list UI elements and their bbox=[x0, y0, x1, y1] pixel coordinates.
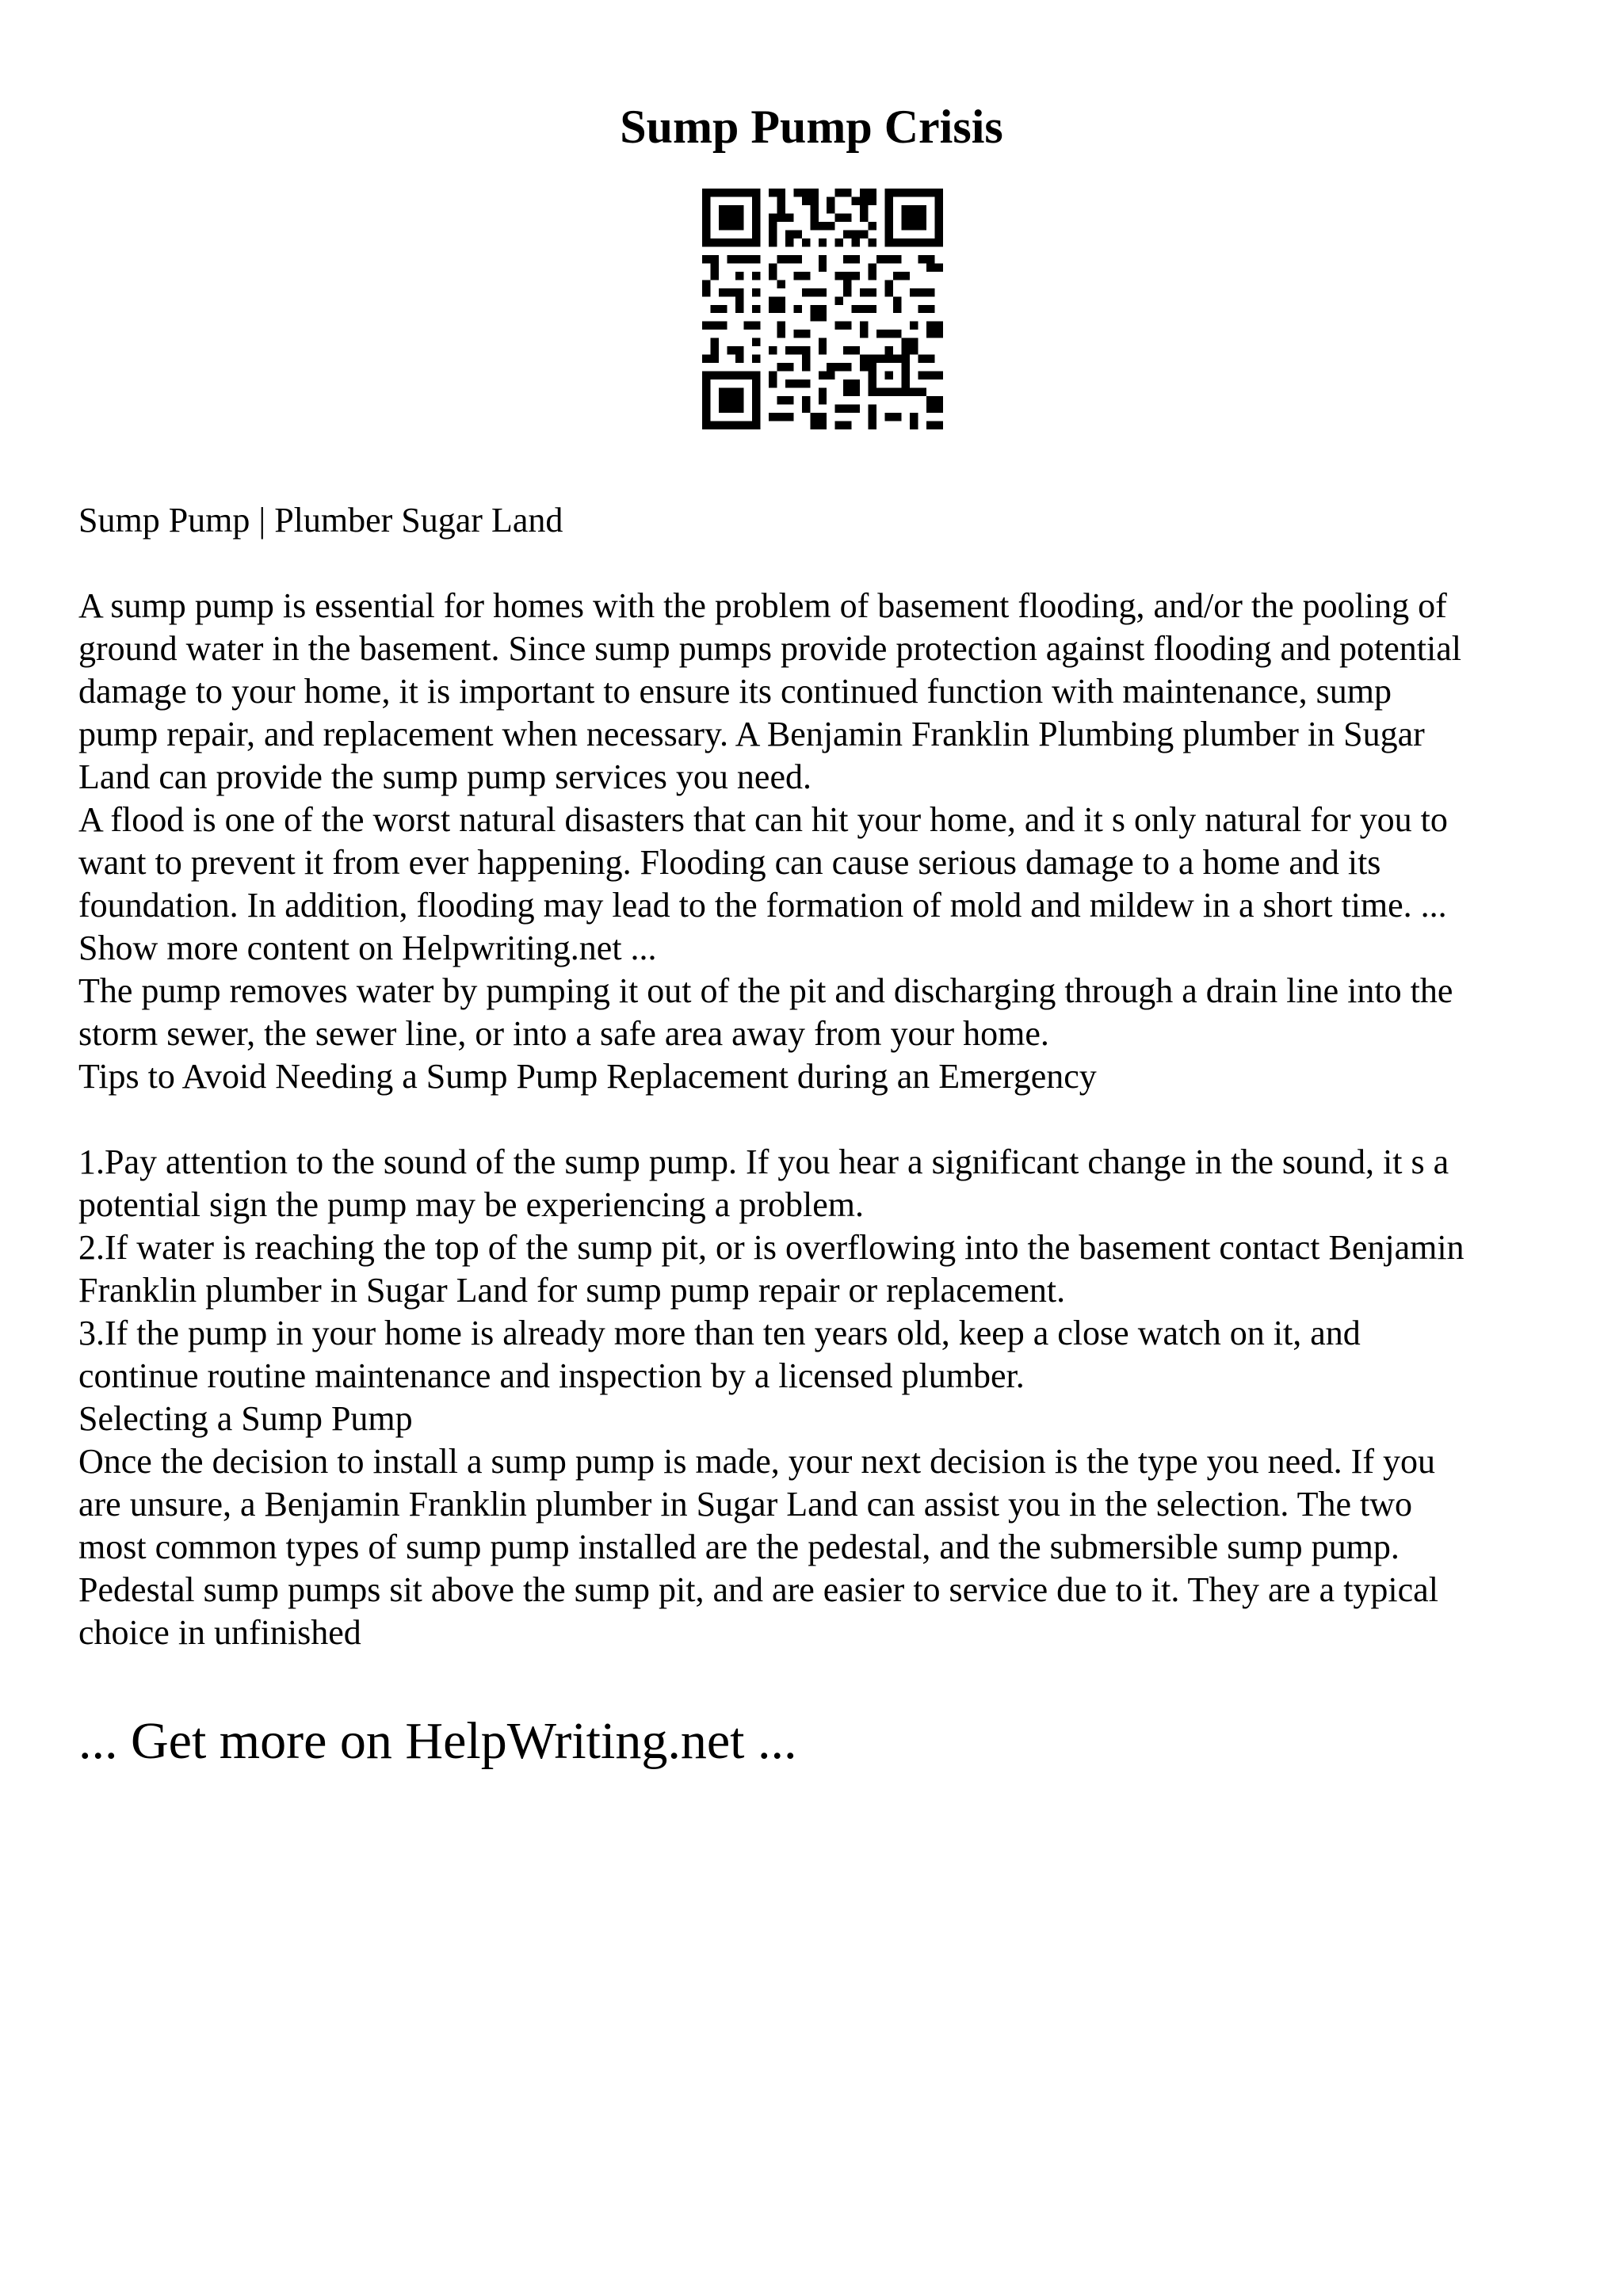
tip-line: potential sign the pump may be experiencing a problem. bbox=[78, 1185, 864, 1224]
paragraph-spacer bbox=[78, 1098, 1568, 1141]
paragraph-spacer bbox=[78, 542, 1568, 585]
paragraph-line: A sump pump is essential for homes with the problem of basement flooding, and/or the pooling of bbox=[78, 586, 1447, 625]
paragraph-line: damage to your home, it is important to ensure its continued function with maintenance, sump bbox=[78, 672, 1392, 711]
selecting-heading: Selecting a Sump Pump bbox=[78, 1399, 413, 1438]
paragraph-line: want to prevent it from ever happening. Flooding can cause serious damage to a home and its bbox=[78, 843, 1381, 882]
paragraph-line: choice in unfinished bbox=[78, 1613, 361, 1652]
paragraph-line: are unsure, a Benjamin Franklin plumber in Sugar Land can assist you in the selection. The two bbox=[78, 1485, 1413, 1524]
tips-list bbox=[78, 1141, 1568, 1398]
paragraph-line: ground water in the basement. Since sump pumps provide protection against flooding and potential bbox=[78, 629, 1461, 668]
tip-line: 2.If water is reaching the top of the sump pit, or is overflowing into the basement contact Benjamin bbox=[78, 1228, 1465, 1267]
qr-code-icon bbox=[702, 189, 943, 429]
paragraph-line: storm sewer, the sewer line, or into a safe area away from your home. bbox=[78, 1014, 1049, 1053]
paragraph-line: Pedestal sump pumps sit above the sump pit, and are easier to service due to it. They are a typical bbox=[78, 1570, 1438, 1609]
paragraph-selection bbox=[78, 1440, 1568, 1654]
tip-line: Franklin plumber in Sugar Land for sump pump repair or replacement. bbox=[78, 1271, 1066, 1310]
paragraph-line: most common types of sump pump installed are the pedestal, and the submersible sump pump. bbox=[78, 1527, 1400, 1566]
paragraph-flood bbox=[78, 799, 1568, 970]
tip-line: continue routine maintenance and inspection by a licensed plumber. bbox=[78, 1356, 1025, 1395]
get-more-link[interactable]: ... Get more on HelpWriting.net ... bbox=[78, 1712, 797, 1770]
document-subtitle: Sump Pump | Plumber Sugar Land bbox=[78, 501, 563, 540]
tips-heading: Tips to Avoid Needing a Sump Pump Replacement during an Emergency bbox=[78, 1057, 1097, 1096]
tip-line: 3.If the pump in your home is already more than ten years old, keep a close watch on it, and bbox=[78, 1314, 1361, 1352]
paragraph-line: The pump removes water by pumping it out of the pit and discharging through a drain line into the bbox=[78, 971, 1453, 1010]
paragraph-line: pump repair, and replacement when necessary. A Benjamin Franklin Plumbing plumber in Sugar bbox=[78, 715, 1425, 753]
paragraph-line: Land can provide the sump pump services you need. bbox=[78, 757, 812, 796]
paragraph-line: foundation. In addition, flooding may lead to the formation of mold and mildew in a short time. ... bbox=[78, 886, 1447, 925]
paragraph-pump-function bbox=[78, 970, 1568, 1055]
tip-line: 1.Pay attention to the sound of the sump pump. If you hear a significant change in the sound, it s a bbox=[78, 1142, 1449, 1181]
show-more-link[interactable]: Show more content on Helpwriting.net ... bbox=[78, 929, 657, 967]
document-title: Sump Pump Crisis bbox=[620, 101, 1003, 153]
paragraph-line: Once the decision to install a sump pump is made, your next decision is the type you need. If you bbox=[78, 1442, 1435, 1481]
document-body bbox=[78, 499, 1568, 1654]
paragraph-intro bbox=[78, 585, 1568, 799]
paragraph-line: A flood is one of the worst natural disasters that can hit your home, and it s only natural for you to bbox=[78, 800, 1448, 839]
